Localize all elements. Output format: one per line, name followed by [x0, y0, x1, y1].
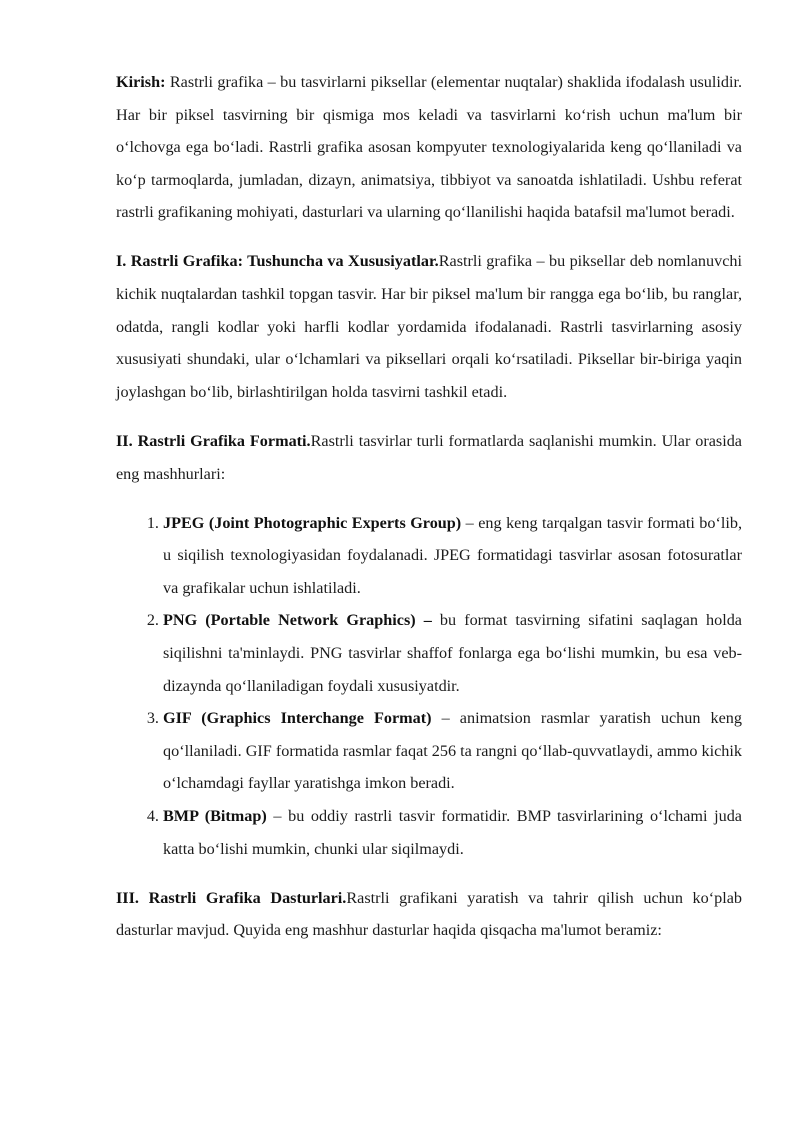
list-item-bmp [163, 800, 742, 865]
intro-paragraph [116, 66, 742, 229]
section3-heading: III. Rastrli Grafika Dasturlari. [116, 888, 347, 907]
list-item-text: – eng keng tarqalgan tasvir formati bo‘lib, u siqilish texnologiyasidan foydalanadi. JPEG formatidagi tasvirlar asosan fotosuratlar va grafikalar uchun ishlatiladi. [163, 513, 742, 597]
section3-paragraph [116, 882, 742, 947]
section2-text: Rastrli tasvirlar turli formatlarda saqlanishi mumkin. Ular orasida eng mashhurlari: [116, 431, 742, 483]
list-item-text: – bu oddiy rastrli tasvir formatidir. BMP tasvirlarining o‘lchami juda katta bo‘lishi mumkin, chunki ular siqilmaydi. [163, 806, 742, 858]
list-item-gif [163, 702, 742, 800]
list-item-term: GIF (Graphics Interchange Format) [163, 709, 432, 728]
section2-paragraph [116, 425, 742, 490]
list-item-text: – animatsion rasmlar yaratish uchun keng qo‘llaniladi. GIF formatida rasmlar faqat 256 ta rangni qo‘llab-quvvatlaydi, ammo kichik o‘lchamdagi fayllar yaratishga imkon beradi. [163, 709, 742, 793]
list-item-term: JPEG (Joint Photographic Experts Group) [163, 513, 462, 532]
intro-text: Rastrli grafika – bu tasvirlarni piksellar (elementar nuqtalar) shaklida ifodalash usulidir. Har bir piksel tasvirning bir qismiga mos keladi va tasvirlarni ko‘rish uchun ma'lum bir o‘lchovga ega bo‘ladi. Rastrli grafika asosan kompyuter texnologiyalarida keng qo‘llaniladi va ko‘p tarmoqlarda, jumladan, dizayn, animatsiya, tibbiyot va sanoatda ishlatiladi. Ushbu referat rastrli grafikaning mohiyati, dasturlari va ularning qo‘llanilishi haqida batafsil ma'lumot beradi. [116, 73, 742, 222]
section1-heading: I. Rastrli Grafika: Tushuncha va Xususiyatlar. [116, 252, 439, 271]
list-item-term: PNG (Portable Network Graphics) – [163, 611, 432, 630]
list-item-png [163, 604, 742, 702]
list-item-jpeg [163, 507, 742, 605]
list-item-text: bu format tasvirning sifatini saqlagan holda siqilishni ta'minlaydi. PNG tasvirlar shaffof fonlarga ega bo‘lishi mumkin, bu esa veb-dizaynda qo‘llaniladigan foydali xususiyatdir. [163, 611, 742, 695]
section1-paragraph [116, 245, 742, 408]
section2-heading: II. Rastrli Grafika Formati. [116, 431, 311, 450]
intro-label: Kirish: [116, 73, 166, 91]
section3-text: Rastrli grafikani yaratish va tahrir qilish uchun ko‘plab dasturlar mavjud. Quyida eng mashhur dasturlar haqida qisqacha ma'lumot beramiz: [116, 888, 742, 940]
format-list [116, 507, 742, 866]
list-item-term: BMP (Bitmap) [163, 806, 267, 825]
document-page [116, 66, 742, 963]
section1-text: Rastrli grafika – bu piksellar deb nomlanuvchi kichik nuqtalardan tashkil topgan tasvir. Har bir piksel ma'lum bir rangga ega bo‘lib, bu ranglar, odatda, rangli kodlar yoki harfli kodlar yordamida ifodalanadi. Rastrli tasvirlarning asosiy xususiyati shundaki, ular o‘lchamlari va piksellari orqali ko‘rsatiladi. Piksellar bir-biriga yaqin joylashgan bo‘lib, birlashtirilgan holda tasvirni tashkil etadi. [116, 252, 742, 401]
